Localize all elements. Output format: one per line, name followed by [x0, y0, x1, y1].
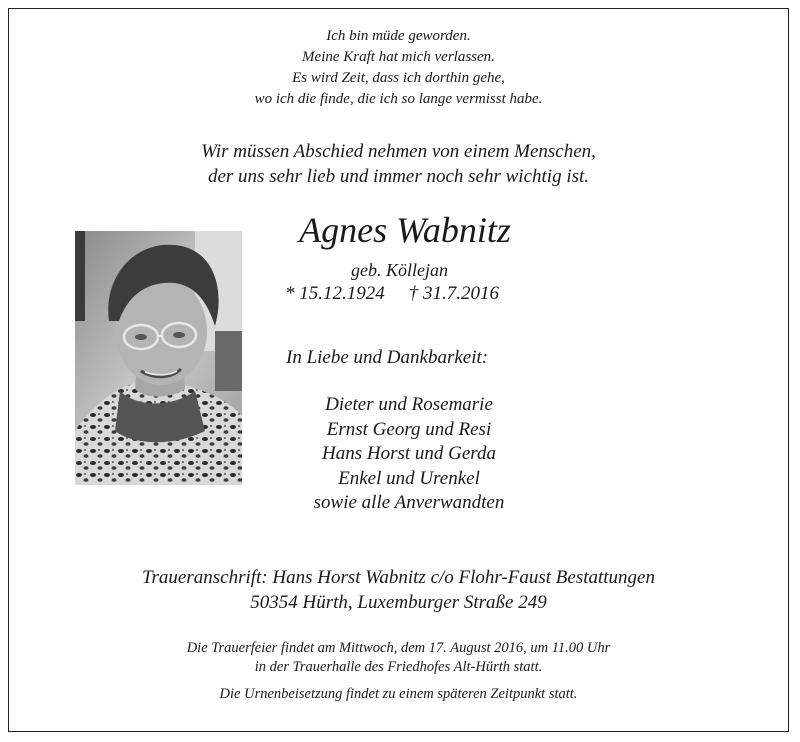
portrait-photo: [75, 231, 242, 485]
poem-line: Meine Kraft hat mich verlassen.: [302, 49, 495, 65]
family-member: Enkel und Urenkel: [338, 467, 480, 489]
family-list: [279, 393, 539, 516]
family-member: Dieter und Rosemarie: [325, 394, 493, 415]
service-line: Die Trauerfeier findet am Mittwoch, dem 17. August 2016, um 11.00 Uhr: [186, 640, 611, 656]
intro-line: Wir müssen Abschied nehmen von einem Menschen,: [201, 141, 596, 162]
poem-line: Ich bin müde geworden.: [326, 28, 471, 44]
address-line: 50354 Hürth, Luxemburger Straße 249: [250, 592, 547, 613]
mourning-address: [9, 565, 788, 615]
funeral-service-info: [9, 639, 788, 677]
poem-line: Es wird Zeit, dass ich dorthin gehe,: [292, 70, 505, 86]
poem-line: wo ich die finde, die ich so lange vermisst habe.: [254, 91, 543, 107]
death-date: † 31.7.2016: [408, 283, 499, 304]
family-member: Ernst Georg und Resi: [326, 418, 492, 440]
service-line: in der Trauerhalle des Friedhofes Alt-Hürth statt.: [254, 659, 543, 675]
poem: [9, 26, 788, 110]
urn-burial-note: Die Urnenbeisetzung findet zu einem späteren Zeitpunkt statt.: [219, 686, 578, 702]
address-line: Traueranschrift: Hans Horst Wabnitz c/o Flohr-Faust Bestattungen: [142, 567, 655, 588]
birth-date: * 15.12.1924: [285, 283, 385, 304]
family-member: Hans Horst und Gerda: [322, 443, 496, 464]
deceased-name: Agnes Wabnitz: [299, 210, 511, 250]
intro-text: [9, 139, 788, 189]
obituary-notice: [8, 8, 789, 732]
intro-line: der uns sehr lieb und immer noch sehr wichtig ist.: [207, 166, 590, 187]
family-member: sowie alle Anverwandten: [313, 492, 505, 513]
thanks-heading: In Liebe und Dankbarkeit:: [286, 347, 489, 368]
born-name: geb. Köllejan: [351, 260, 448, 280]
life-dates: [285, 283, 499, 305]
